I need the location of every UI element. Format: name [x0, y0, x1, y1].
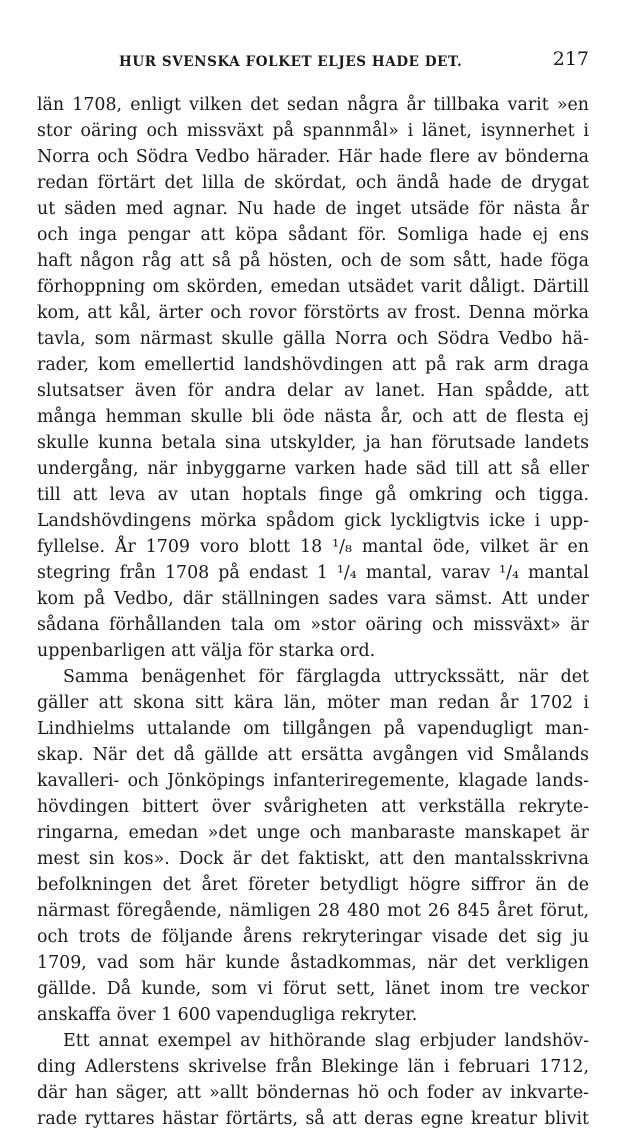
- text-line: Ett annat exempel av hithörande slag erbjuder landshöv-: [63, 1031, 589, 1051]
- text-line: och trots de följande årens rekryteringar visade det sig ju: [37, 927, 589, 947]
- text-line: där han säger, att »allt böndernas hö och foder av inkvarte-: [37, 1083, 589, 1103]
- page-number: 217: [552, 48, 589, 70]
- text-line: till att leva av utan hoptals finge gå omkring och tigga.: [37, 485, 589, 505]
- text-line: ringarna, emedan »det unge och manbaraste manskapet är: [37, 823, 589, 843]
- text-line: rade ryttares hästar förtärts, så att deras egne kreatur blivit: [37, 1109, 589, 1129]
- text-line: Norra och Södra Vedbo härader. Här hade flere av bönderna: [37, 147, 589, 167]
- text-line: sådana förhållanden tala om »stor oäring och missväxt» är: [37, 615, 589, 635]
- text-line: rader, kom emellertid landshövdingen att på rak arm draga: [37, 355, 589, 375]
- text-line: stor oäring och missväxt på spannmål» i länet, isynnerhet i: [37, 121, 589, 141]
- text-line: Samma benägenhet för färglagda uttryckssätt, när det: [63, 667, 589, 687]
- text-line: tavla, som närmast skulle gälla Norra och Södra Vedbo hä-: [37, 329, 589, 349]
- running-title: HUR SVENSKA FOLKET ELJES HADE DET.: [119, 54, 463, 70]
- text-line: län 1708, enligt vilken det sedan några år tillbaka varit »en: [37, 95, 589, 115]
- text-line: många hemman skulle bli öde nästa år, och att de flesta ej: [37, 407, 589, 427]
- text-line: gällde. Då kunde, som vi förut sett, länet inom tre veckor: [37, 979, 589, 999]
- text-line: närmast föregående, nämligen 28 480 mot 26 845 året förut,: [37, 901, 589, 921]
- text-line: undergång, när inbyggarne varken hade säd till att så eller: [37, 459, 589, 479]
- text-line: ut säden med agnar. Nu hade de inget utsäde för nästa år: [37, 199, 589, 219]
- text-line: anskaffa över 1 600 vapendugliga rekryter.: [37, 1005, 418, 1025]
- text-line: kom på Vedbo, där ställningen sades vara sämst. Att under: [37, 589, 589, 609]
- text-line: 1709, vad som här kunde åstadkommas, när det verkligen: [37, 953, 589, 973]
- text-line: redan förtärt det lilla de skördat, och ändå hade de drygat: [37, 173, 589, 193]
- text-line: Landshövdingens mörka spådom gick lyckligtvis icke i upp-: [37, 511, 589, 531]
- running-head: [119, 48, 589, 74]
- text-line: Lindhielms uttalande om tillgången på vapendugligt man-: [37, 719, 589, 739]
- text-line: kavalleri- och Jönköpings infanteriregemente, klagade lands-: [37, 771, 589, 791]
- body-text: [37, 92, 589, 1132]
- text-line: befolkningen det året företer betydligt högre siffror än de: [37, 875, 589, 895]
- text-line: skulle kunna betala sina utskylder, ja han förutsade landets: [37, 433, 589, 453]
- text-line: skap. När det då gällde att ersätta avgången vid Smålands: [37, 745, 589, 765]
- text-line: och inga pengar att köpa sådant för. Somliga hade ej ens: [37, 225, 589, 245]
- text-line: haft någon råg att så på hösten, och de som sått, hade föga: [37, 251, 589, 271]
- text-line: hövdingen bittert över svårigheten att verkställa rekryte-: [37, 797, 589, 817]
- text-line: gäller att skona sitt kära län, möter man redan år 1702 i: [37, 693, 589, 713]
- text-line: kom, att kål, ärter och rovor förstörts av frost. Denna mörka: [37, 303, 589, 323]
- text-line: stegring från 1708 på endast 1 ¹/₄ mantal, varav ¹/₄ mantal: [37, 563, 589, 583]
- text-line: förhoppning om skörden, emedan utsädet varit dåligt. Därtill: [37, 277, 589, 297]
- text-line: fyllelse. År 1709 voro blott 18 ¹/₈ mantal öde, vilket är en: [37, 537, 589, 557]
- text-line: mest sin kos». Dock är det faktiskt, att den mantalsskrivna: [37, 849, 589, 869]
- text-line: ding Adlerstens skrivelse från Blekinge län i februari 1712,: [37, 1057, 589, 1077]
- text-line: slutsatser även för andra delar av lanet. Han spådde, att: [37, 381, 589, 401]
- text-line: uppenbarligen att välja för starka ord.: [37, 641, 376, 661]
